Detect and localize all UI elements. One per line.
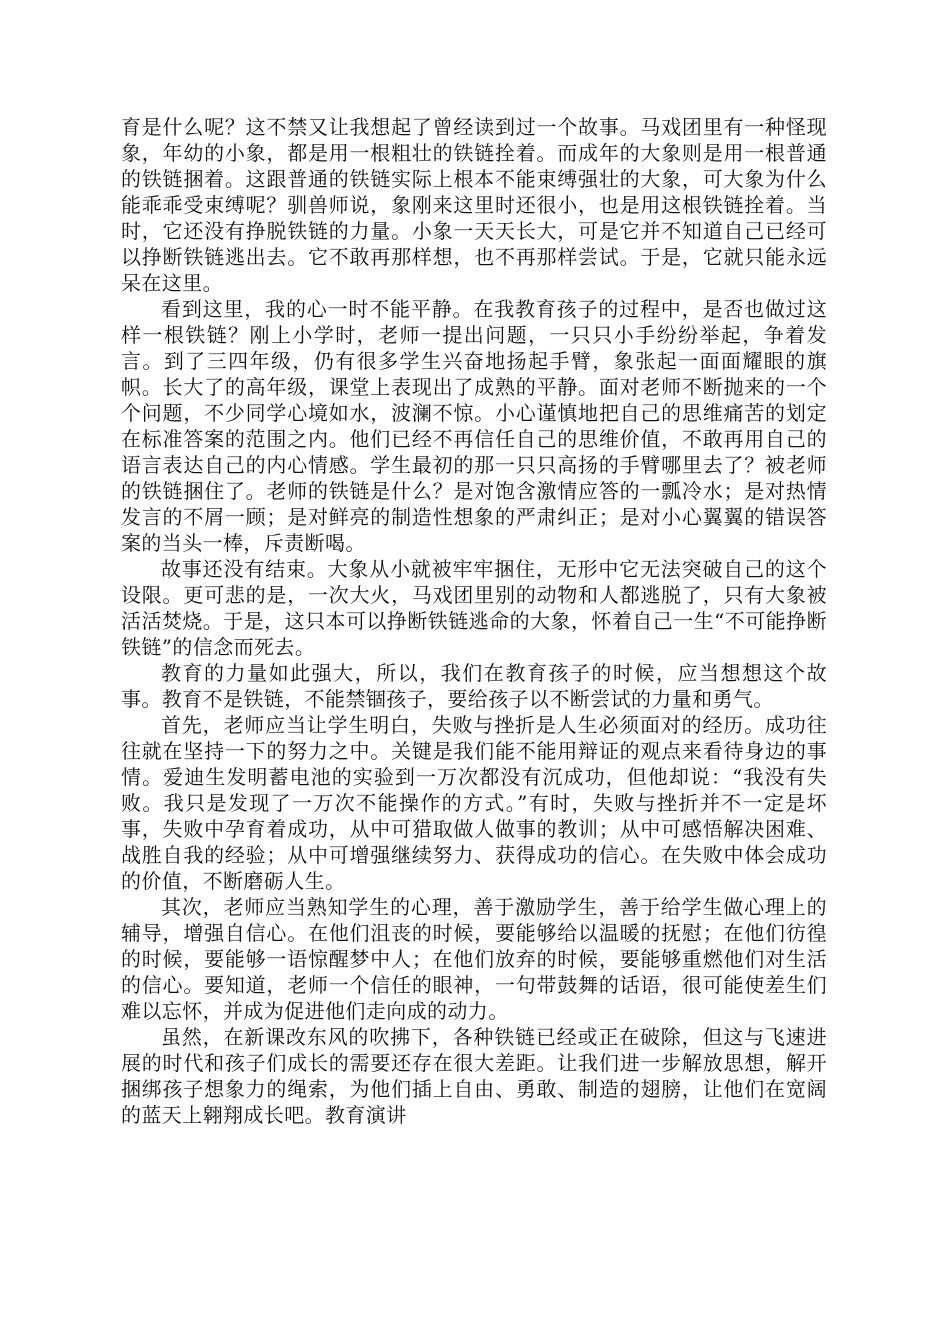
paragraph-4: 教育的力量如此强大，所以，我们在教育孩子的时候，应当想想这个故事。教育不是铁链，不能禁锢孩子，要给孩子以不断尝试的力量和勇气。 [121,661,827,711]
paragraph-6: 其次，老师应当熟知学生的心理，善于激励学生，善于给学生做心理上的辅导，增强自信心。在他们沮丧的时候，要能够给以温暖的抚慰；在他们彷徨的时候，要能够一语惊醒梦中人；在他们放弃的时候，要能够重燃他们对生活的信心。要知道，老师一个信任的眼神，一句带鼓舞的话语，很可能使差生们难以忘怀，并成为促进他们走向成的动力。 [121,895,827,1023]
paragraph-3: 故事还没有结束。大象从小就被牢牢捆住，无形中它无法突破自己的这个设限。更可悲的是，一次大火，马戏团里别的动物和人都逃脱了，只有大象被活活焚烧。于是，这只本可以挣断铁链逃命的大象，怀着自己一生“不可能挣断铁链”的信念而死去。 [121,557,827,659]
paragraph-2: 看到这里，我的心一时不能平静。在我教育孩子的过程中，是否也做过这样一根铁链？刚上小学时，老师一提出问题，一只只小手纷纷举起，争着发言。到了三四年级，仍有很多学生兴奋地扬起手臂，象张起一面面耀眼的旗帜。长大了的高年级，课堂上表现出了成熟的平静。面对老师不断抛来的一个个问题，不少同学心境如水，波澜不惊。小心谨慎地把自己的思维痛苦的划定在标准答案的范围之内。他们已经不再信任自己的思维价值，不敢再用自己的语言表达自己的内心情感。学生最初的那一只只高扬的手臂哪里去了？被老师的铁链捆住了。老师的铁链是什么？是对饱含激情应答的一瓢冷水；是对热情发言的不屑一顾；是对鲜亮的制造性想象的严肃纠正；是对小心翼翼的错误答案的当头一棒，斥责断喝。 [121,297,827,555]
paragraph-7: 虽然，在新课改东风的吹拂下，各种铁链已经或正在破除，但这与飞速进展的时代和孩子们成长的需要还存在很大差距。让我们进一步解放思想，解开捆绑孩子想象力的绳索，为他们插上自由、勇敢、制造的翅膀，让他们在宽阔的蓝天上翱翔成长吧。教育演讲 [121,1025,827,1127]
paragraph-5: 首先，老师应当让学生明白，失败与挫折是人生必须面对的经历。成功往往就在坚持一下的努力之中。关键是我们能不能用辩证的观点来看待身边的事情。爱迪生发明蓄电池的实验到一万次都没有沉成功，但他却说：“我没有失败。我只是发现了一万次不能操作的方式。”有时，失败与挫折并不一定是坏事，失败中孕育着成功，从中可猎取做人做事的教训；从中可感悟解决困难、战胜自我的经验；从中可增强继续努力、获得成功的信心。在失败中体会成功的价值，不断磨砺人生。 [121,713,827,893]
document-body [121,114,827,1128]
paragraph-1: 育是什么呢？这不禁又让我想起了曾经读到过一个故事。马戏团里有一种怪现象，年幼的小象，都是用一根粗壮的铁链拴着。而成年的大象则是用一根普通的铁链捆着。这跟普通的铁链实际上根本不能束缚强壮的大象，可大象为什么能乖乖受束缚呢？驯兽师说，象刚来这里时还很小，也是用这根铁链拴着。当时，它还没有挣脱铁链的力量。小象一天天长大，可是它并不知道自己已经可以挣断铁链逃出去。它不敢再那样想，也不再那样尝试。于是，它就只能永远呆在这里。 [121,115,827,295]
